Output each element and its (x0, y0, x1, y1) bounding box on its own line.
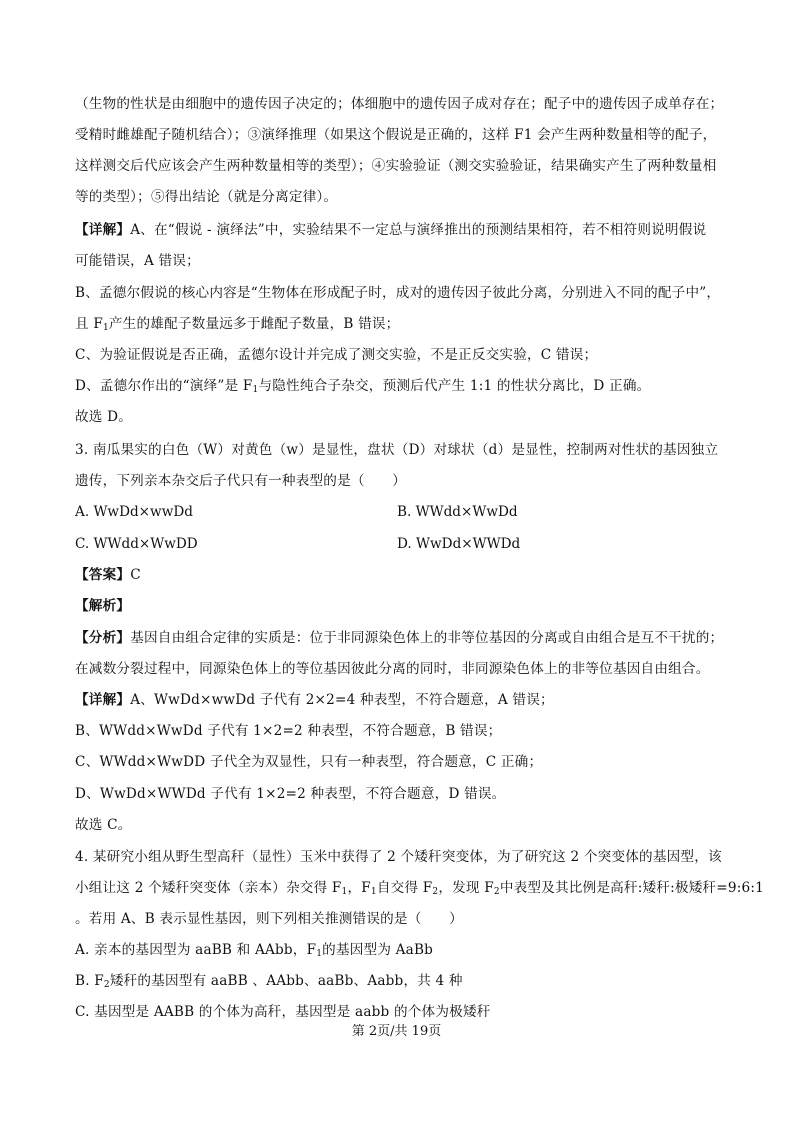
option-b: B. WWdd×WwDd (397, 504, 518, 520)
text-line: C、为验证假说是否正确，孟德尔设计并完成了测交实验，不是正反交实验，C 错误； (75, 347, 598, 363)
analysis-line: 【分析】基因自由组合定律的实质是：位于非同源染色体上的非等位基因的分离或自由组合是互不干扰的； (75, 630, 724, 646)
option-a: A. WwDd×wwDd (75, 504, 193, 520)
detail-line: 【详解】A、WwDd×wwDd 子代有 2×2=4 种表型，不符合题意，A 错误； (75, 692, 554, 708)
detail-tag: 【详解】 (75, 222, 131, 238)
text-line: B、孟德尔假说的核心内容是“生物体在形成配子时，成对的遗传因子彼此分离，分别进入不同的配子中”， (75, 285, 721, 301)
text-line: （生物的性状是由细胞中的遗传因子决定的；体细胞中的遗传因子成对存在；配子中的遗传因子成单存在； (75, 96, 724, 112)
text-line: C、WWdd×WwDD 子代全为双显性，只有一种表型，符合题意，C 正确； (75, 754, 543, 770)
text-line: 且 $F_1$产生的雄配子数量远多于雌配子数量，B 错误； (75, 316, 400, 333)
text-line: D、WwDd×WWDd 子代有 1×2=2 种表型，不符合题意，D 错误。 (75, 786, 506, 802)
question-4-stem: 4. 某研究小组从野生型高秆（显性）玉米中获得了 2 个矮秆突变体，为了研究这 2 个突变体的基因型，该 (75, 849, 722, 865)
answer-tag: 【答案】 (75, 567, 131, 583)
text-line: 故选 D。 (75, 409, 133, 425)
text-line: 等的类型）；⑤得出结论（就是分离定律）。 (75, 189, 338, 205)
detail-tag: 【详解】 (75, 692, 131, 708)
text-line: 受精时雌雄配子随机结合）；③演绎推理（如果这个假说是正确的，这样 F1 会产生两种数量相等的配子， (75, 127, 717, 143)
question-3-stem: 3. 南瓜果实的白色（W）对黄色（w）是显性，盘状（D）对球状（d）是显性，控制两对性状的基因独立 (75, 442, 719, 458)
answer-line: 【答案】C (75, 567, 141, 583)
analysis-tag: 【解析】 (75, 598, 131, 614)
option-b: B. $F_2$矮秆的基因型有 aaBB 、AAbb、aaBb、Aabb，共 4 种 (75, 973, 463, 990)
text-line: 故选 C。 (75, 817, 132, 833)
page-footer: 第 2页/共 19页 (351, 1024, 442, 1039)
option-c: C. 基因型是 AABB 的个体为高秆，基因型是 aabb 的个体为极矮秆 (75, 1004, 491, 1020)
text-line: B、WWdd×WwDd 子代有 1×2=2 种表型，不符合题意，B 错误； (75, 723, 502, 739)
fenxi-tag: 【分析】 (75, 630, 131, 646)
option-d: D. WwDd×WWDd (397, 536, 521, 552)
option-c: C. WWdd×WwDD (75, 536, 198, 552)
question-3-stem: 遗传，下列亲本杂交后子代只有一种表型的是（ ） (75, 473, 407, 489)
question-4-stem: 。若用 A、B 表示显性基因，则下列相关推测错误的是（ ） (75, 911, 463, 927)
option-a: A. 亲本的基因型为 aaBB 和 AAbb，$F_1$的基因型为 AaBb (75, 942, 434, 959)
text-line: 可能错误，A 错误； (75, 253, 200, 269)
question-4-stem: 小组让这 2 个矮秆突变体（亲本）杂交得 $F_1$，$F_1$自交得 $F_2$，发现 $F_2$中表型及其比例是高秆:矮秆:极矮秆=9:6:1 (75, 880, 764, 897)
text-line: D、孟德尔作出的“演绎”是 $F_1$与隐性纯合子杂交，预测后代产生 1:1 的性状分离比，D 正确。 (75, 378, 651, 395)
text-line: 这样测交后代应该会产生两种数量相等的类型）；④实验验证（测交实验验证，结果确实产生了两种数量相 (75, 158, 717, 174)
text-line: 在减数分裂过程中，同源染色体上的等位基因彼此分离的同时，非同源染色体上的非等位基因自由组合。 (75, 661, 710, 677)
detail-line: 【详解】A、在“假说 - 演绎法”中，实验结果不一定总与演绎推出的预测结果相符，若不相符则说明假说 (75, 222, 707, 238)
